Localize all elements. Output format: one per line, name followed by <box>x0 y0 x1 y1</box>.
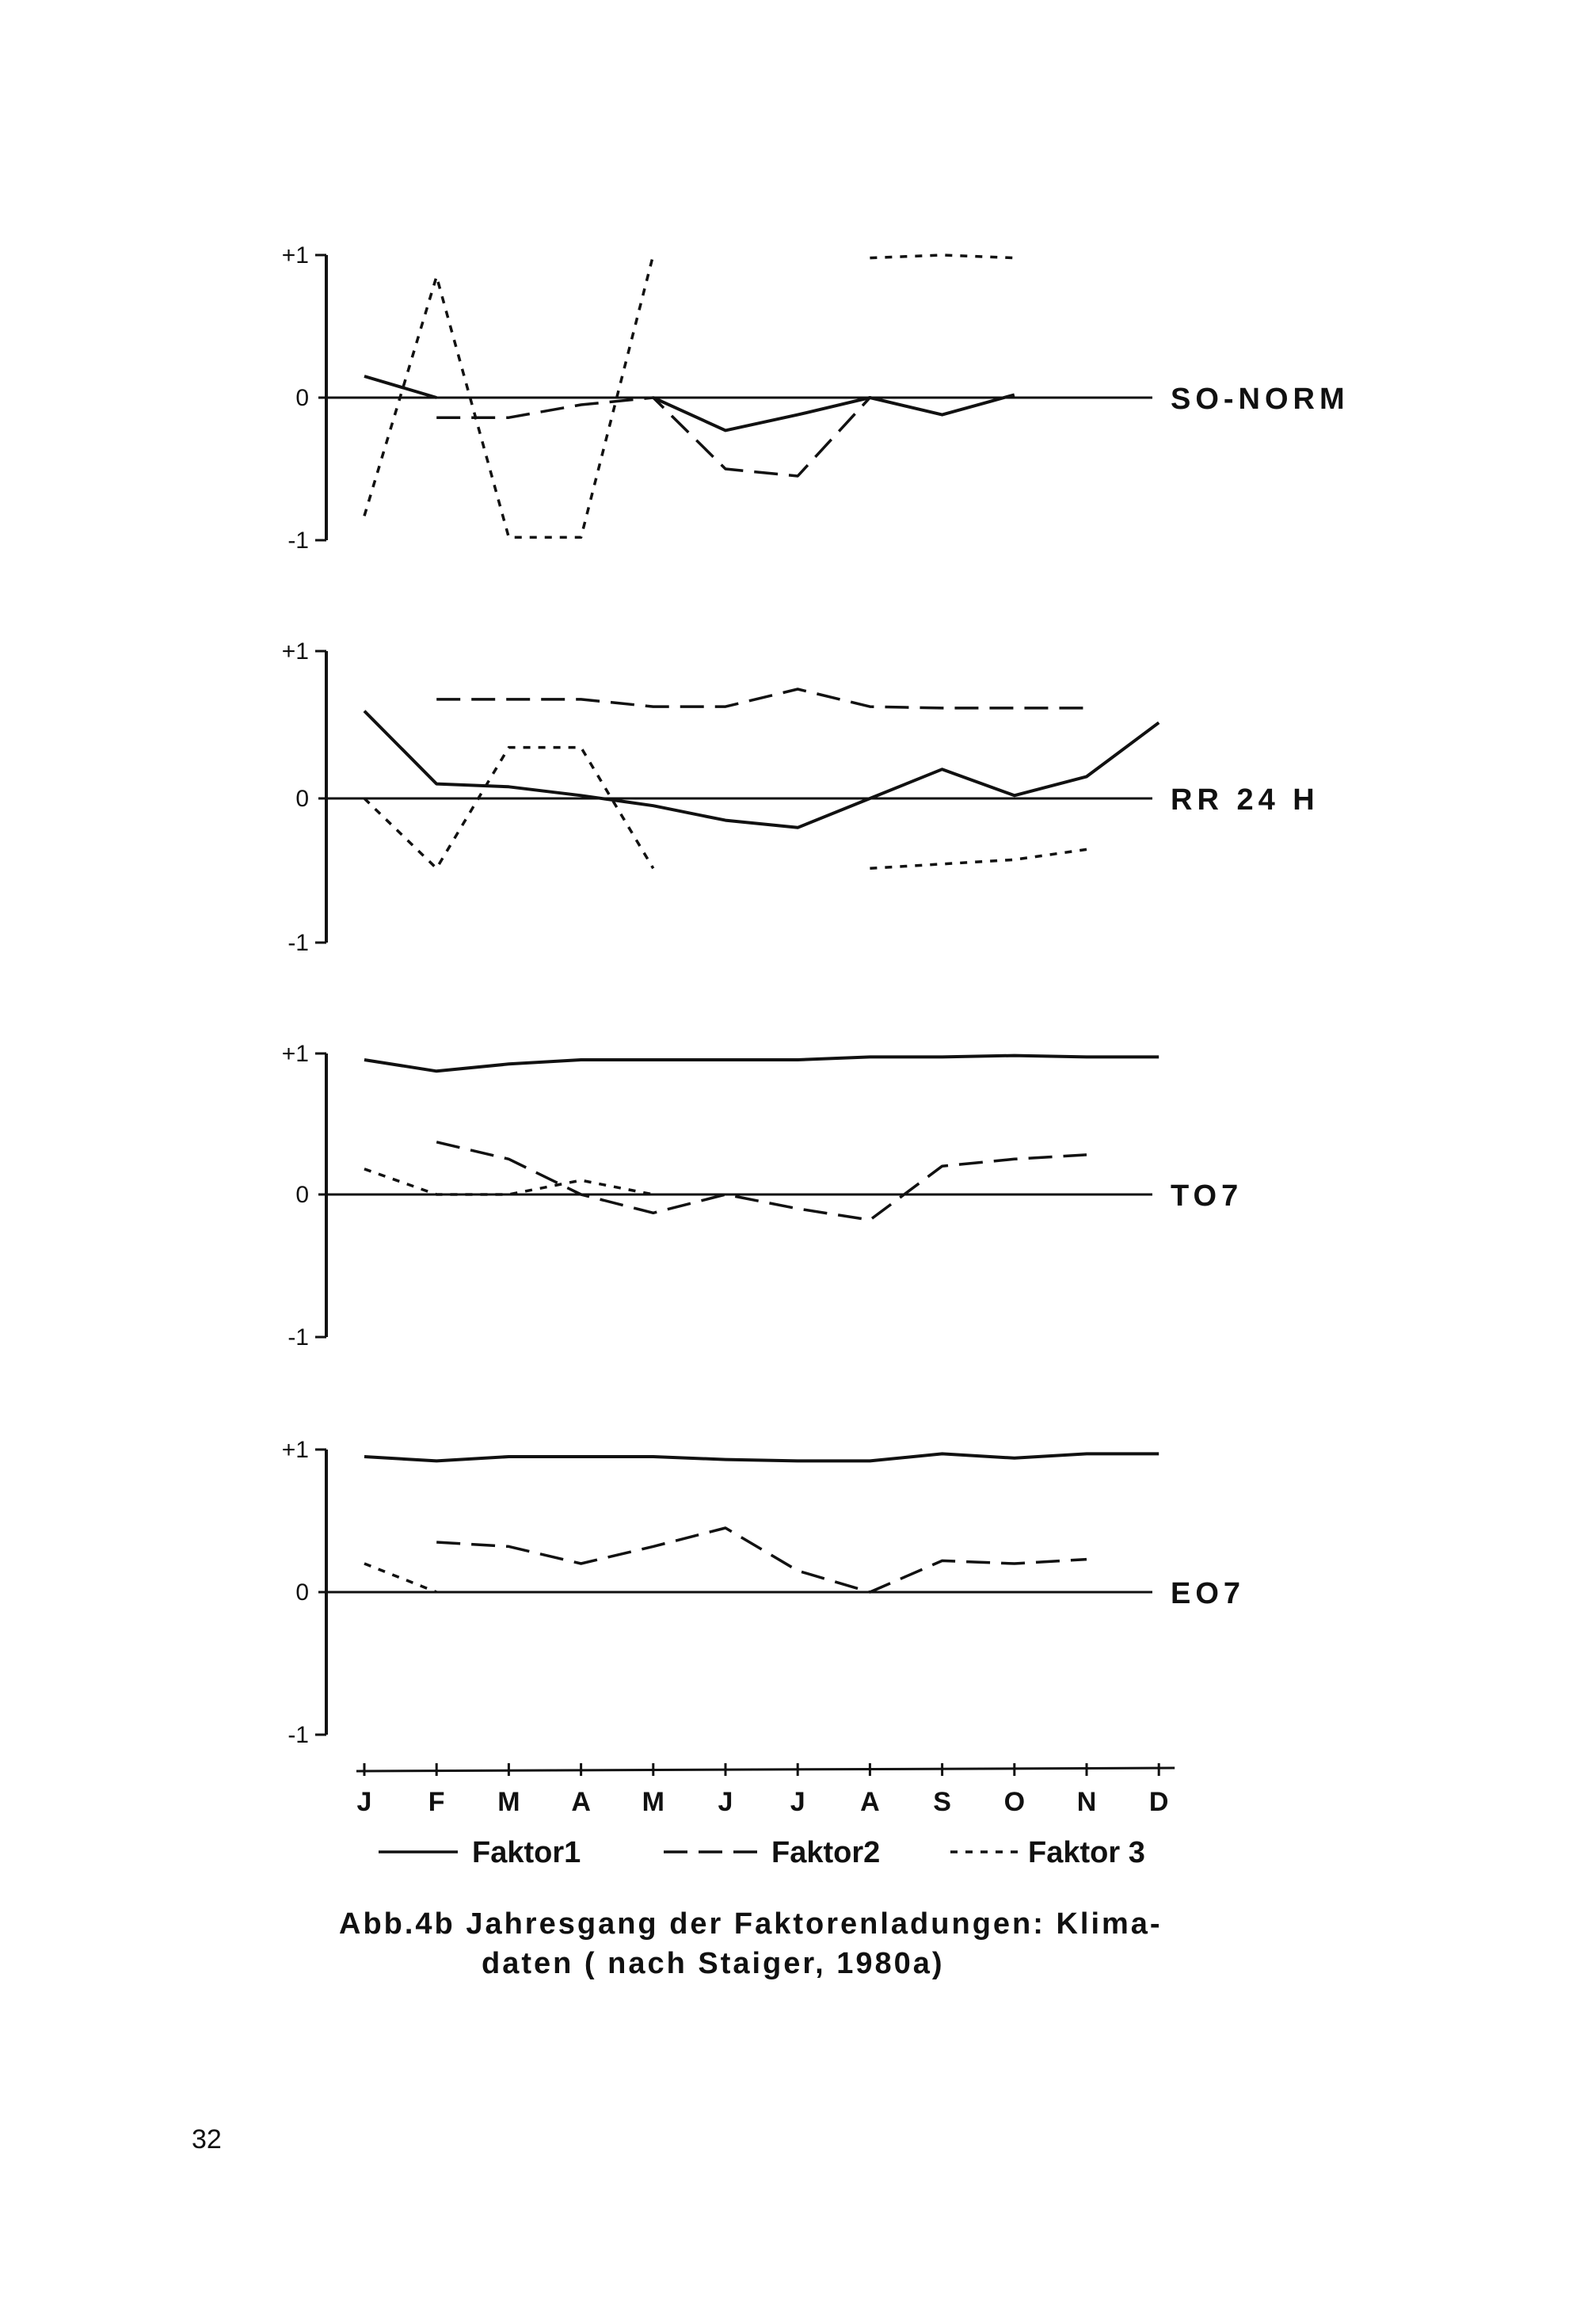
y-tick-label: -1 <box>287 1324 309 1351</box>
series-line <box>364 1169 653 1194</box>
month-label: M <box>642 1787 664 1817</box>
month-label: A <box>860 1787 880 1817</box>
series-line <box>436 398 870 476</box>
month-label: N <box>1076 1787 1097 1817</box>
series-line <box>870 849 1087 868</box>
caption-line-2: daten ( nach Staiger, 1980a) <box>482 1947 945 1980</box>
series-line <box>436 1142 1087 1220</box>
panel-label: RR 24 H <box>1171 783 1319 817</box>
legend-label: Faktor 3 <box>1028 1836 1145 1869</box>
y-tick-label: 0 <box>295 786 309 812</box>
caption-line-1: Abb.4b Jahresgang der Faktorenladungen: Klima- <box>339 1907 1163 1941</box>
series-line <box>653 394 1015 430</box>
month-label: S <box>933 1787 951 1817</box>
series-line <box>436 1528 1087 1592</box>
y-tick-label: +1 <box>281 1437 309 1463</box>
series-line <box>364 1564 436 1592</box>
y-tick-label: +1 <box>281 242 309 269</box>
series-line <box>364 255 653 537</box>
y-tick-label: -1 <box>287 528 309 554</box>
month-label: O <box>1003 1787 1026 1817</box>
panel-label: SO-NORM <box>1171 383 1350 416</box>
y-tick-label: 0 <box>295 1579 309 1606</box>
y-tick-label: -1 <box>287 930 309 956</box>
legend-label: Faktor1 <box>472 1836 581 1869</box>
figure-caption <box>339 1904 1369 1983</box>
panel-label: TO7 <box>1171 1179 1243 1213</box>
panel-label: EO7 <box>1171 1577 1246 1610</box>
series-line <box>364 748 653 869</box>
month-label: J <box>718 1787 733 1817</box>
y-tick-label: -1 <box>287 1722 309 1748</box>
month-label: M <box>497 1787 520 1817</box>
month-label: F <box>428 1787 445 1817</box>
legend-label: Faktor2 <box>771 1836 881 1869</box>
series-line <box>436 689 1087 708</box>
series-line <box>364 1453 1159 1461</box>
series-line <box>870 255 1014 258</box>
month-label: A <box>571 1787 591 1817</box>
y-tick-label: +1 <box>281 1041 309 1067</box>
series-line <box>364 711 1159 828</box>
month-label: J <box>356 1787 372 1817</box>
y-tick-label: 0 <box>295 1182 309 1208</box>
x-axis <box>356 1768 1175 1771</box>
month-label: J <box>790 1787 805 1817</box>
page-number: 32 <box>192 2124 222 2154</box>
y-tick-label: +1 <box>281 638 309 665</box>
y-tick-label: 0 <box>295 385 309 411</box>
month-label: D <box>1148 1787 1169 1817</box>
series-line <box>364 1056 1159 1072</box>
